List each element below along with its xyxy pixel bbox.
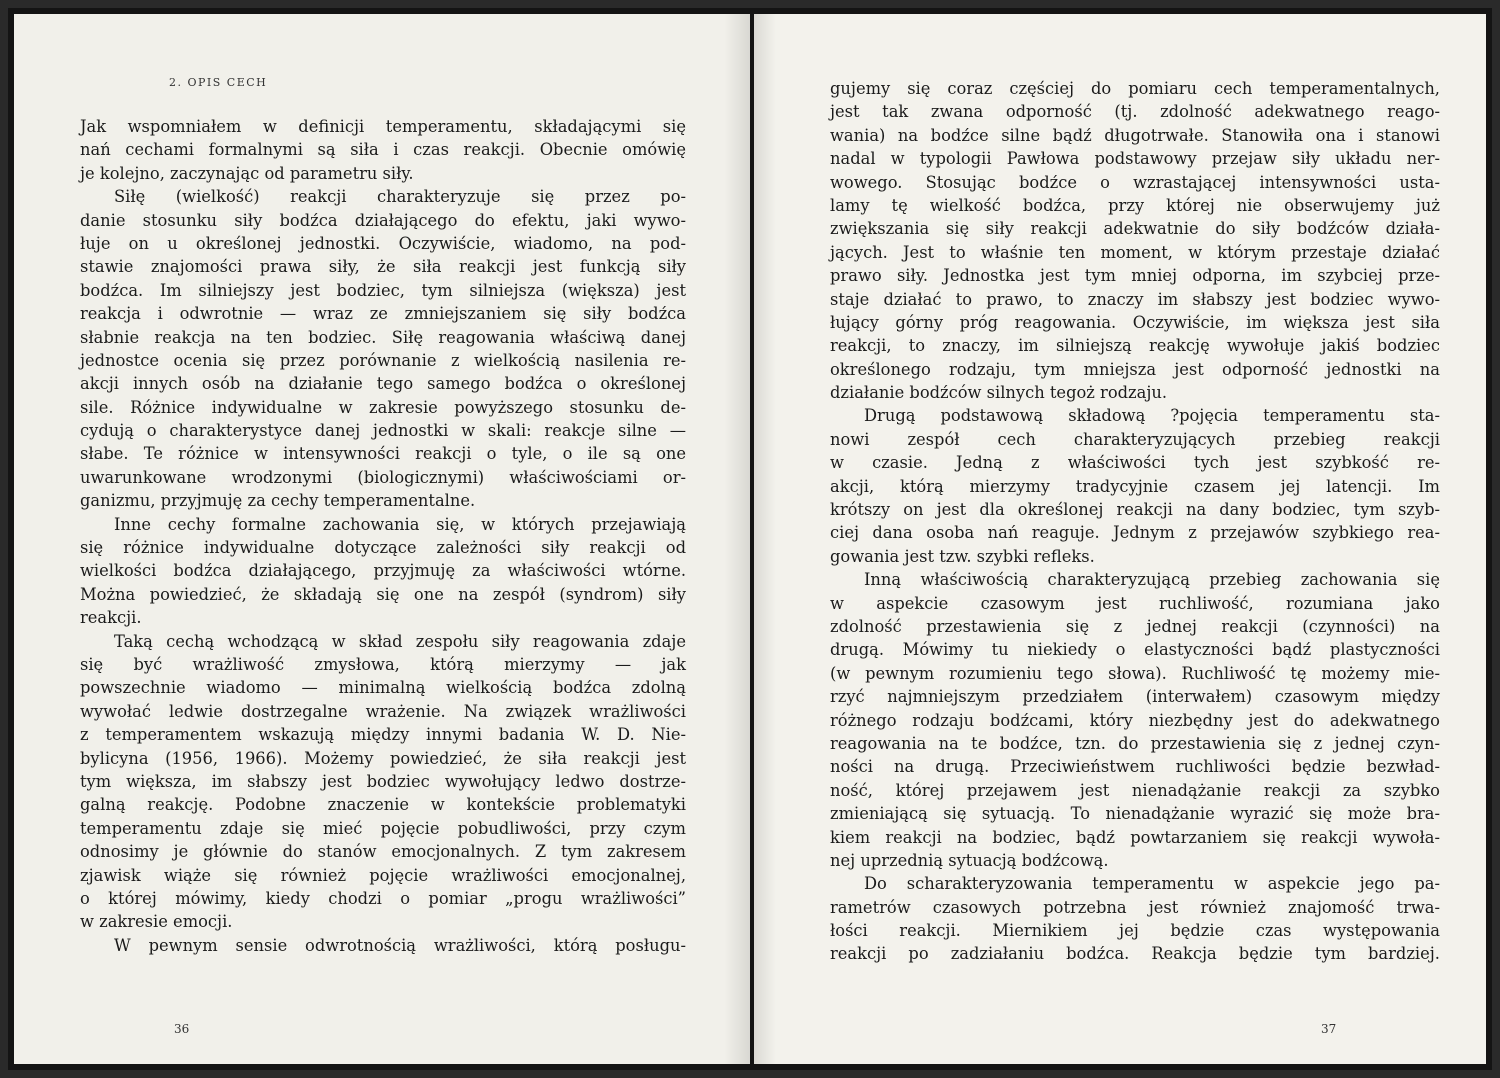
text-line: temperamentu zdaje się mieć pojęcie pobudliwości, przy czym: [80, 818, 686, 838]
text-line: w czasie. Jedną z właściwości tych jest szybkość re-: [830, 453, 1440, 473]
text-line: jących. Jest to właśnie ten moment, w którym przestaje działać: [830, 242, 1440, 262]
text-line: wania) na bodźce silne bądź długotrwałe. Stanowiła ona i stanowi: [830, 125, 1440, 145]
text-line: rzyć najmniejszym przedziałem (interwałem) czasowym między: [830, 687, 1440, 707]
text-line: cydują o charakterystyce danej jednostki w skali: reakcje silne —: [80, 421, 686, 441]
text-line: zjawisk wiąże się również pojęcie wrażliwości emocjonalnej,: [80, 865, 686, 885]
text-line: z temperamentem wskazują między innymi badania W. D. Nie-: [80, 725, 686, 745]
right-page: [754, 14, 1486, 1064]
text-line: odnosimy je głównie do stanów emocjonalnych. Z tym zakresem: [80, 842, 686, 862]
text-line: uwarunkowane wrodzonymi (biologicznymi) właściwościami or-: [80, 467, 686, 487]
text-line: krótszy on jest dla określonej reakcji na dany bodziec, tym szyb-: [830, 500, 1440, 520]
text-line: łuje on u określonej jednostki. Oczywiście, wiadomo, na pod-: [80, 233, 686, 253]
text-line: ność, której przejawem jest nienadążanie reakcji za szybko: [830, 780, 1440, 800]
text-line: lamy tę wielkość bodźca, przy której nie obserwujemy już: [830, 195, 1440, 215]
left-text-block: [80, 115, 686, 957]
text-line: Do scharakteryzowania temperamentu w aspekcie jego pa-: [864, 874, 1440, 894]
text-line: nadal w typologii Pawłowa podstawowy przejaw siły układu ner-: [830, 149, 1440, 169]
text-line: Inne cechy formalne zachowania się, w których przejawiają: [114, 514, 686, 534]
running-head: 2. OPIS CECH: [169, 76, 268, 89]
text-line: rametrów czasowych potrzebna jest również znajomość trwa-: [830, 897, 1440, 917]
text-line: kiem reakcji na bodziec, bądź powtarzaniem się reakcji wywoła-: [830, 827, 1440, 847]
text-line: Drugą podstawową składową ?pojęcia temperamentu sta-: [864, 406, 1440, 426]
page-number: 36: [174, 1022, 190, 1036]
text-line: reagowania na te bodźce, tzn. do przestawienia się z jednej czyn-: [830, 733, 1440, 753]
text-line: określonego rodzaju, tym mniejsza jest odporność jednostki na: [830, 359, 1440, 379]
text-line: ności na drugą. Przeciwieństwem ruchliwości będzie bezwład-: [830, 757, 1440, 777]
text-line: akcji, którą mierzymy tradycyjnie czasem jej latencji. Im: [830, 476, 1440, 496]
text-line: jest tak zwana odporność (tj. zdolność adekwatnego reago-: [830, 102, 1440, 122]
text-line: różnego rodzaju bodźcami, który niezbędny jest do adekwatnego: [830, 710, 1440, 730]
page-number: 37: [1321, 1022, 1337, 1036]
text-line: bodźca. Im silniejszy jest bodziec, tym silniejsza (większa) jest: [80, 280, 686, 300]
text-line: nej uprzednią sytuacją bodźcową.: [830, 850, 1109, 870]
text-line: wowego. Stosując bodźce o wzrastającej intensywności usta-: [830, 172, 1440, 192]
text-line: w aspekcie czasowym jest ruchliwość, rozumiana jako: [830, 593, 1440, 613]
text-line: reakcji, to znaczy, im silniejszą reakcję wywołuje jakiś bodziec: [830, 336, 1440, 356]
text-line: ciej dana osoba nań reaguje. Jednym z przejawów szybkiego rea-: [830, 523, 1440, 543]
text-line: akcji innych osób na działanie tego samego bodźca o określonej: [80, 374, 686, 394]
text-line: w zakresie emocji.: [80, 912, 233, 932]
text-line: słabnie reakcja na ten bodziec. Siłę reagowania właściwą danej: [80, 327, 686, 347]
text-line: staje działać to prawo, to znaczy im słabszy jest bodziec wywo-: [830, 289, 1440, 309]
text-line: zdolność przestawienia się z jednej reakcji (czynności) na: [830, 616, 1440, 636]
text-line: Jak wspomniałem w definicji temperamentu, składającymi się: [80, 117, 686, 136]
text-line: danie stosunku siły bodźca działającego do efektu, jaki wywo-: [80, 210, 686, 230]
text-line: Można powiedzieć, że składają się one na zespół (syndrom) siły: [80, 584, 686, 604]
text-line: Inną właściwością charakteryzującą przebieg zachowania się: [864, 570, 1440, 590]
text-line: nowi zespół cech charakteryzujących przebieg reakcji: [830, 429, 1440, 449]
text-line: sile. Różnice indywidualne w zakresie powyższego stosunku de-: [80, 397, 686, 417]
text-line: bylicyna (1956, 1966). Możemy powiedzieć, że siła reakcji jest: [80, 748, 686, 768]
text-line: słabe. Te różnice w intensywności reakcji o tyle, o ile są one: [80, 444, 686, 464]
gutter-shadow: [724, 14, 750, 1064]
text-line: galną reakcję. Podobne znaczenie w kontekście problematyki: [80, 795, 686, 815]
gutter-shadow: [754, 14, 776, 1064]
text-line: łujący górny próg reagowania. Oczywiście, im większa jest siła: [830, 312, 1440, 332]
text-line: jednostce ocenia się przez porównanie z wielkością nasilenia re-: [80, 350, 686, 370]
text-line: powszechnie wiadomo — minimalną wielkością bodźca zdolną: [80, 678, 686, 698]
text-line: Taką cechą wchodzącą w skład zespołu siły reagowania zdaje: [114, 631, 686, 651]
text-line: zmieniającą się sytuacją. To nienadążanie wyrazić się może bra-: [830, 804, 1440, 824]
text-line: wielkości bodźca działającego, przyjmuję za właściwości wtórne.: [80, 561, 686, 581]
text-line: się być wrażliwość zmysłowa, którą mierzymy — jak: [80, 654, 686, 674]
text-line: tym większa, im słabszy jest bodziec wywołujący ledwo dostrze-: [80, 771, 686, 791]
text-line: działanie bodźców silnych tegoż rodzaju.: [830, 383, 1168, 403]
text-line: zwiększania się siły reakcji adekwatnie do siły bodźców działa-: [830, 219, 1440, 239]
left-page: [14, 14, 750, 1064]
text-line: łości reakcji. Miernikiem jej będzie czas występowania: [830, 921, 1440, 941]
text-line: Siłę (wielkość) reakcji charakteryzuje się przez po-: [114, 187, 686, 207]
text-line: nań cechami formalnymi są siła i czas reakcji. Obecnie omówię: [80, 140, 686, 160]
text-line: wywołać ledwie dostrzegalne wrażenie. Na związek wrażliwości: [80, 701, 686, 721]
right-text-block: [830, 77, 1440, 966]
text-line: stawie znajomości prawa siły, że siła reakcji jest funkcją siły: [80, 257, 686, 277]
text-line: prawo siły. Jednostka jest tym mniej odporna, im szybciej prze-: [830, 266, 1440, 286]
text-line: reakcji.: [80, 608, 142, 628]
text-line: je kolejno, zaczynając od parametru siły.: [80, 163, 414, 183]
text-line: gowania jest tzw. szybki refleks.: [830, 546, 1095, 566]
book-spread: [8, 8, 1492, 1070]
text-line: się różnice indywidualne dotyczące zależności siły reakcji od: [80, 538, 686, 558]
text-line: gujemy się coraz częściej do pomiaru cech temperamentalnych,: [830, 79, 1440, 98]
text-line: (w pewnym rozumieniu tego słowa). Ruchliwość tę możemy mie-: [830, 663, 1440, 683]
text-line: ganizmu, przyjmuję za cechy temperamentalne.: [80, 491, 476, 511]
text-line: W pewnym sensie odwrotnością wrażliwości, którą posługu-: [114, 935, 686, 955]
text-line: drugą. Mówimy tu niekiedy o elastyczności bądź plastyczności: [830, 640, 1440, 660]
text-line: o której mówimy, kiedy chodzi o pomiar „progu wrażliwości”: [80, 888, 686, 908]
text-line: reakcji po zadziałaniu bodźca. Reakcja będzie tym bardziej.: [830, 944, 1440, 964]
text-line: reakcja i odwrotnie — wraz ze zmniejszaniem się siły bodźca: [80, 304, 686, 324]
